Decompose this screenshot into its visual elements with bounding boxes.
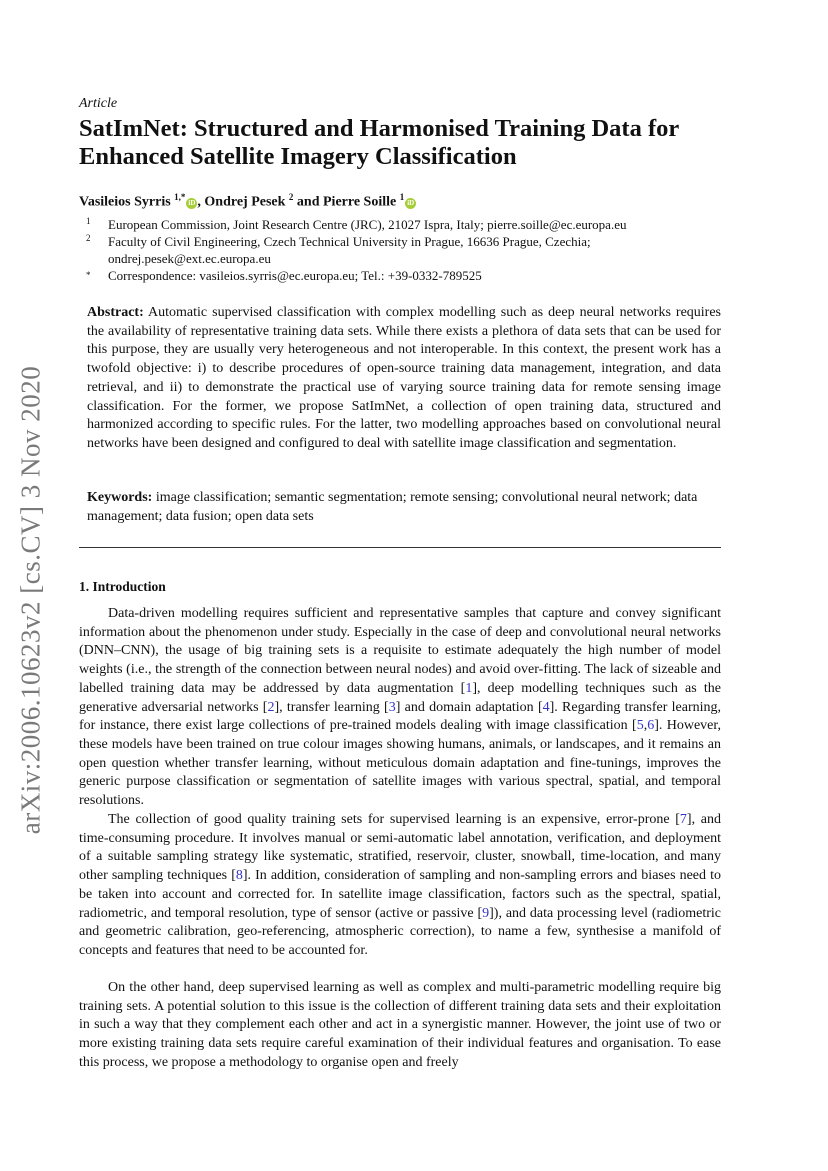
affiliation-marker: 2 [86,233,91,243]
author-name: Vasileios Syrris [79,194,171,210]
keywords-text: image classification; semantic segmentation; remote sensing; convolutional neural network; data management; data fusion; open data sets [87,490,698,524]
abstract [87,304,721,454]
abstract-label: Abstract: [87,305,144,320]
citation-link[interactable]: 8 [235,868,243,884]
body-paragraph [79,811,721,961]
citation-link[interactable]: 9 [482,905,490,921]
paragraph-text: On the other hand, deep supervised learning as well as complex and multi-parametric modelling require big training sets. A potential solution to this issue is the collection of different training data sets and their exploitation in such a way that they complement each other and act in a synergistic manner. However, the joint use of two or more existing training data sets require careful examination of their individual features and organisation. To ease this process, we propose a methodology to organise open and freely [79,980,721,1070]
keywords [87,489,727,526]
keywords-label: Keywords: [87,490,153,505]
citation-link[interactable]: 4 [542,699,550,715]
paragraph-text: Data-driven modelling requires sufficient and representative samples that capture and convey significant information about the phenomenon under study. Especially in the case of deep and convolutional neural networks (DNN–CNN), the usage of big training sets is a requisite to estimate adequately the high number of model weights (i.e., the strength of the connection between neural nodes) and avoid over-fitting. The lack of sizeable and labelled training data may be addressed by data augmentation [ [79,606,721,696]
paragraph-text: ]. Regarding transfer learning, for instance, there exist large collections of pre-trained models dealing with image classification [ [79,699,721,734]
author-name: Ondrej Pesek [204,194,286,210]
citation-link[interactable]: 6 [647,718,655,734]
paragraph-text: ], transfer learning [ [274,699,389,715]
citation-link[interactable]: 7 [679,812,687,827]
paragraph-text: ]. However, these models have been trained on true colour images showing humans, animals, or landscapes, and it remains an open question whether transfer learning, without meticulous domain adaptation and fine-tunings, improves the generic purpose classification or segmentation of satellite images with various spectral, spatial, and temporal resolutions. [79,718,721,809]
orcid-icon[interactable]: iD [407,198,415,207]
section-heading: 1. Introduction [79,579,166,594]
author-separator: , [197,194,205,210]
author-separator: and [293,194,323,210]
paragraph-text: ]), and data processing level (radiometric and geometric calibration, geo-referencing, atmospheric correction), to name a few, synthesise a manifold of concepts and features that need to be accounted for. [79,905,722,958]
paragraph-text: ] and domain adaptation [ [395,699,543,715]
citation-link[interactable]: 5 [636,718,644,734]
correspondence-marker: * [86,270,91,280]
section-divider [79,547,721,548]
abstract-text: Automatic supervised classification with complex modelling such as deep neural networks requires the availability of representative training data sets. While there exists a plethora of data sets that can be used for this purpose, they are usually very heterogeneous and not interoperable. In this context, the present work has a twofold objective: i) to describe procedures of open-source training data management, integration, and data retrieval, and ii) to demonstrate the practical use of varying source training data for remote sensing image classification. For the former, we propose SatImNet, a collection of open training data, structured and harmonized according to specific rules. For the latter, two modelling approaches based on convolutional neural networks have been designed and configured to deal with satellite image classification and segmentation. [87,305,721,451]
affiliation-line: ondrej.pesek@ext.ec.europa.eu [108,251,271,266]
paragraph-text: The collection of good quality training sets for supervised learning is an expensive, error-prone [ [108,812,680,827]
citation-link[interactable]: 1 [465,680,473,696]
body-paragraph [79,979,721,1073]
article-type: Article [79,96,118,111]
author-superscript: 1,* [174,192,186,202]
author-superscript: 2 [288,192,294,202]
paper-title: SatImNet: Structured and Harmonised Training Data for Enhanced Satellite Imagery Classification [79,115,679,170]
paragraph-text: ]. In addition, consideration of sampling and non-sampling errors and biases need to be taken into account and corrected for. In satellite image classification, factors such as the spectral, spatial, radiometric, and temporal resolution, type of sensor (active or passive [ [79,868,721,921]
affiliation-marker: 1 [86,216,91,226]
paragraph-text: , [643,718,648,734]
orcid-icon[interactable]: iD [188,198,196,207]
paragraph-text: ], deep modelling techniques such as the generative adversarial networks [ [79,680,721,715]
arxiv-sidebar [8,360,54,840]
author-superscript: 1 [399,192,405,202]
affiliation-line: European Commission, Joint Research Centre (JRC), 21027 Ispra, Italy; pierre.soille@ec.europa.eu [108,217,627,232]
correspondence-line: Correspondence: vasileios.syrris@ec.europa.eu; Tel.: +39-0332-789525 [108,268,482,283]
author-list [79,192,416,211]
arxiv-identifier: arXiv:2006.10623v2 [cs.CV] 3 Nov 2020 [15,365,46,835]
paragraph-text: ], and time-consuming procedure. It involves manual or semi-automatic label annotation, verification, and deployment of a suitable sampling strategy like systematic, stratified, reservoir, cluster, snowball, time-location, and many other sampling techniques [ [79,812,721,884]
author-name: Pierre Soille [323,194,397,210]
citation-link[interactable]: 3 [388,699,396,715]
affiliation-line: Faculty of Civil Engineering, Czech Technical University in Prague, 16636 Prague, Czechia; [108,234,591,249]
body-paragraph [79,605,721,811]
citation-link[interactable]: 2 [267,699,275,715]
